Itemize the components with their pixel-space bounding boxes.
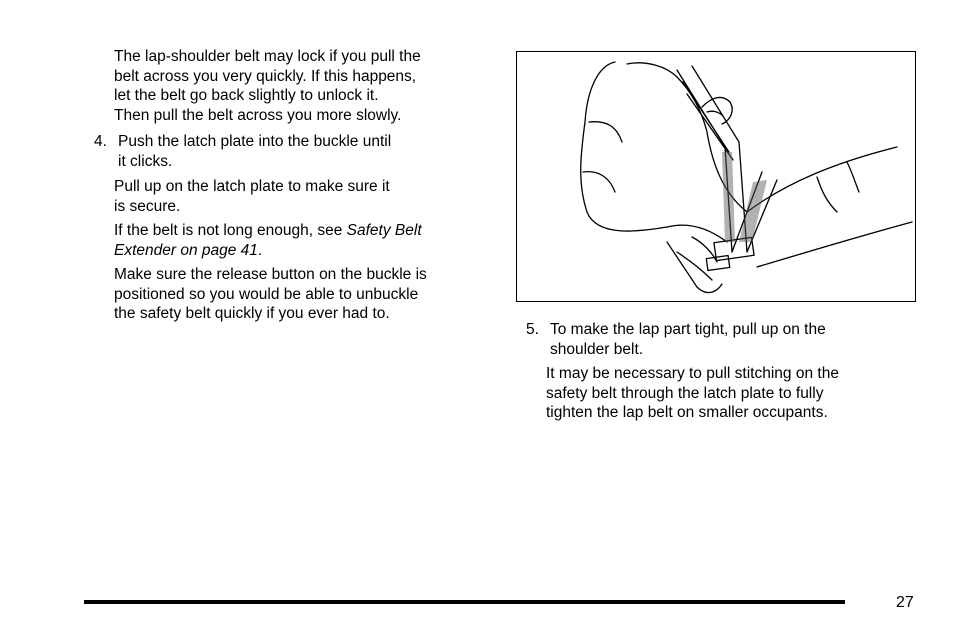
person-tightening-belt-drawing [517,52,914,300]
page-number: 27 [896,594,914,611]
stitching-note: It may be necessary to pull stitching on the safety belt through the latch plate to fully tighten the lap belt on smaller occupants. [546,365,839,421]
lock-note: The lap-shoulder belt may lock if you pull the belt across you very quickly. If this happens, let the belt go back slightly to unlock it. Then pull the belt across you more slowly. [114,48,421,124]
extender-reference-page: Extender on page 41 [114,241,258,259]
extender-reference: Safety Belt [346,222,422,239]
release-note: Make sure the release button on the buckle is positioned so you would be able to unbuckle the safety belt quickly if you ever had to. [114,266,427,322]
step-5-text: To make the lap part tight, pull up on the shoulder belt. [550,321,826,358]
step-4-number: 4. [94,133,107,150]
footer-rule [84,600,845,604]
step-5-number: 5. [526,321,539,338]
step-4-text: Push the latch plate into the buckle until it clicks. [118,133,392,170]
pull-up-note: Pull up on the latch plate to make sure it is secure. [114,178,390,215]
extender-note: If the belt is not long enough, see Safety Belt Extender on page 41. [114,222,422,259]
seat-belt-illustration [516,51,916,302]
